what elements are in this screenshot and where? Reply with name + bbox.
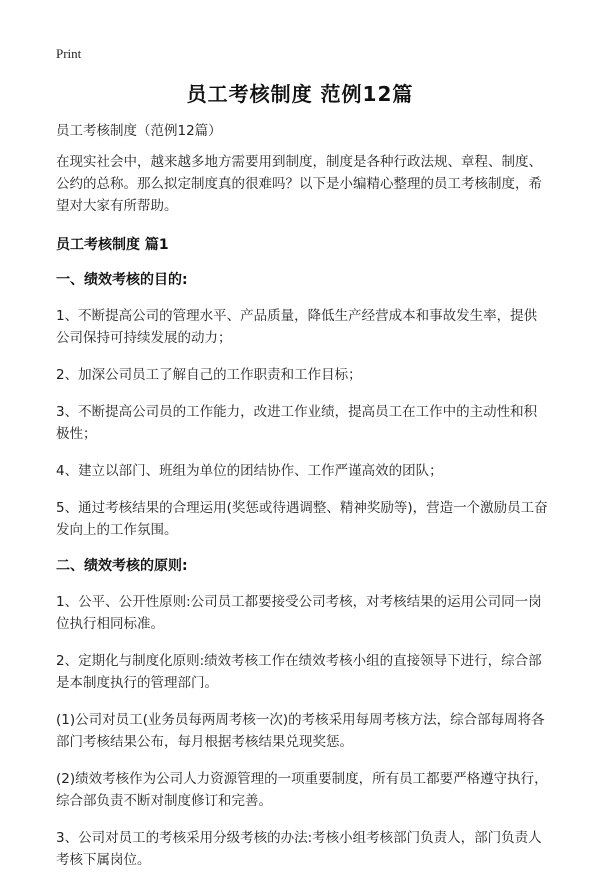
- document-body: [56, 121, 548, 886]
- list-item: 2、定期化与制度化原则:绩效考核工作在绩效考核小组的直接领导下进行，综合部是本制度执行的管理部门。: [56, 653, 542, 691]
- part1-heading: 一、绩效考核的目的:: [56, 272, 188, 288]
- list-item: (1)公司对员工(业务员每两周考核一次)的考核采用每周考核方法，综合部每周将各部门考核结果公布，每月根据考核结果兑现奖惩。: [56, 712, 545, 750]
- section-title: 员工考核制度 篇1: [56, 237, 169, 253]
- list-item: 1、不断提高公司的管理水平、产品质量，降低生产经营成本和事故发生率，提供公司保持可持续发展的动力；: [56, 308, 538, 346]
- list-item: 5、通过考核结果的合理运用(奖惩或待遇调整、精神奖励等)，营造一个激励员工奋发向上的工作氛围。: [56, 500, 548, 538]
- list-item: (2)绩效考核作为公司人力资源管理的一项重要制度，所有员工都要严格遵守执行，综合部负责不断对制度修订和完善。: [56, 771, 548, 809]
- part2-heading: 二、绩效考核的原则:: [56, 558, 188, 574]
- list-item: 1、公平、公开性原则:公司员工都要接受公司考核，对考核结果的运用公司同一岗位执行相同标准。: [56, 594, 542, 632]
- list-item: 3、不断提高公司员的工作能力，改进工作业绩，提高员工在工作中的主动性和积极性；: [56, 404, 538, 442]
- list-item: 3、公司对员工的考核采用分级考核的办法:考核小组考核部门负责人，部门负责人考核下属岗位。: [56, 830, 542, 868]
- intro-paragraph: 在现实社会中，越来越多地方需要用到制度，制度是各种行政法规、章程、制度、公约的总称。那么拟定制度真的很难吗？以下是小编精心整理的员工考核制度，希望对大家有所帮助。: [56, 154, 542, 214]
- document-subtitle: 员工考核制度（范例12篇）: [56, 123, 222, 139]
- list-item: 2、加深公司员工了解自己的工作职责和工作目标；: [56, 367, 362, 383]
- list-item: 4、建立以部门、班组为单位的团结协作、工作严谨高效的团队；: [56, 463, 443, 479]
- page-title: 员工考核制度 范例12篇: [186, 82, 414, 106]
- print-link[interactable]: Print: [56, 46, 82, 61]
